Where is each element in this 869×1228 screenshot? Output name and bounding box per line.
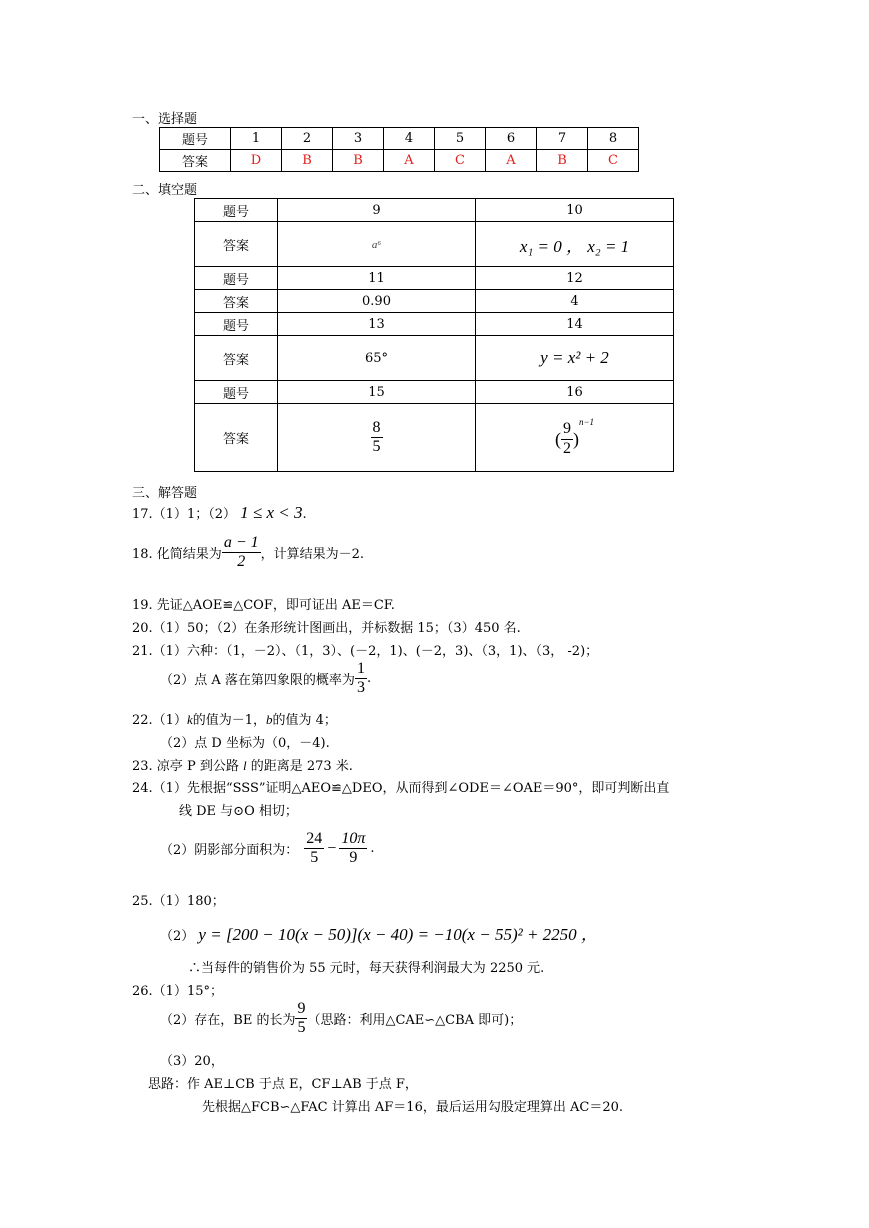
answer-cell: C — [435, 150, 486, 172]
text: （2） — [160, 929, 195, 944]
question-number: 6 — [486, 128, 537, 150]
solution-25: 25.（1）180； — [132, 894, 225, 909]
table-row — [195, 199, 674, 222]
question-number: 2 — [282, 128, 333, 150]
answer-cell: D — [231, 150, 282, 172]
answer-10 — [476, 222, 674, 267]
numerator: 9 — [561, 420, 573, 439]
solution-24: 24.（1）先根据“SSS”证明△AEO≌△DEO，从而得到∠ODE＝∠OAE＝90°，即可判断出直 — [132, 781, 670, 796]
answer-cell: A — [486, 150, 537, 172]
numerator: a − 1 — [222, 534, 261, 553]
solution-24-cont: 线 DE 与⊙O 相切； — [179, 804, 298, 819]
answer-cell: A — [384, 150, 435, 172]
answer-9-text: a⁶ — [371, 238, 382, 251]
row-header-question: 题号 — [195, 381, 278, 404]
denominator: 3 — [356, 679, 365, 697]
table-row — [195, 381, 674, 404]
row-header-answer: 答案 — [195, 336, 278, 381]
fraction — [304, 830, 324, 868]
solution-21-text: （2）点 A 落在第四象限的概率为 — [160, 673, 355, 689]
numerator: 24 — [304, 830, 324, 849]
numerator: 8 — [371, 419, 383, 438]
text: 23. 凉亭 P 到公路 — [132, 759, 239, 774]
text: 的值为－1， — [192, 713, 267, 728]
solution-21-part2 — [160, 660, 371, 698]
text: 的距离是 273 米. — [250, 759, 353, 774]
question-number: 11 — [278, 267, 476, 290]
solution-18 — [132, 534, 364, 572]
solution-19: 19. 先证△AOE≌△COF，即可证出 AE＝CF. — [132, 598, 395, 613]
denominator: 5 — [372, 438, 381, 455]
answer-9 — [278, 222, 476, 267]
table-row — [195, 222, 674, 267]
table-row — [195, 290, 674, 313]
question-number: 15 — [278, 381, 476, 404]
solution-18-text: 18. 化简结果为 — [132, 547, 222, 563]
answer-cell: B — [282, 150, 333, 172]
question-number: 9 — [278, 199, 476, 222]
fraction — [561, 420, 573, 458]
fraction — [295, 1000, 307, 1038]
denominator: 2 — [562, 439, 571, 457]
row-header-question: 题号 — [160, 128, 231, 150]
row-header-question: 题号 — [195, 199, 278, 222]
question-number: 7 — [537, 128, 588, 150]
question-number: 1 — [231, 128, 282, 150]
denominator: 5 — [310, 849, 319, 867]
text: （2）存在，BE 的长为 — [160, 1013, 296, 1029]
fraction — [339, 830, 367, 868]
question-number: 4 — [384, 128, 435, 150]
solution-26: 26.（1）15°； — [132, 984, 223, 999]
answer-14-text: y = x² + 2 — [540, 348, 609, 367]
solution-21: 21.（1）六种：（1，－2）、（1，3）、(－2，1)、(－2，3)、（3，1)、（3， -2)； — [132, 644, 599, 659]
solution-17: 17.（1）1；（2） 1 ≤ x < 3. — [132, 503, 307, 522]
question-number: 8 — [588, 128, 639, 150]
var-k: k — [186, 712, 193, 727]
solution-26-hint-cont: 先根据△FCB∽△FAC 计算出 AF＝16，最后运用勾股定理算出 AC＝20. — [202, 1100, 623, 1115]
table-row — [195, 336, 674, 381]
text: （2）阴影部分面积为： — [160, 843, 299, 859]
answer-cell: B — [333, 150, 384, 172]
fraction — [355, 660, 367, 698]
question-number: 12 — [476, 267, 674, 290]
numerator: 9 — [295, 1000, 307, 1019]
solution-17-math: 1 ≤ x < 3 — [240, 503, 303, 522]
table-row — [195, 404, 674, 472]
denominator: 5 — [297, 1019, 306, 1037]
section-heading-fill: 二、填空题 — [132, 183, 198, 198]
answer-cell: C — [588, 150, 639, 172]
table-row — [160, 150, 639, 172]
row-header-answer: 答案 — [195, 222, 278, 267]
answer-15 — [278, 404, 476, 472]
answer-cell: B — [537, 150, 588, 172]
answer-13: 65° — [278, 336, 476, 381]
table-row — [195, 313, 674, 336]
denominator: 2 — [237, 553, 246, 571]
row-header-answer: 答案 — [160, 150, 231, 172]
solution-20: 20.（1）50；（2）在条形统计图画出，并标数据 15；（3）450 名. — [132, 621, 521, 636]
solution-22-part2: （2）点 D 坐标为（0，－4). — [160, 736, 330, 751]
fraction — [371, 419, 383, 457]
text: 22.（1） — [132, 713, 187, 728]
solution-24-part2: （2）阴影部分面积为： $\frac{24}{5}$ − $\frac{10\pi}{9}$ . — [160, 830, 375, 867]
solution-22 — [132, 709, 337, 728]
row-header-question: 题号 — [195, 313, 278, 336]
exponent: n−1 — [578, 416, 595, 427]
question-number: 13 — [278, 313, 476, 336]
answer-16: ( $\frac{9}{2}$ )$^{n-1}$ — [476, 404, 674, 472]
numerator: 1 — [355, 660, 367, 679]
answer-14 — [476, 336, 674, 381]
solution-25-conclusion: ∴当每件的销售价为 55 元时，每天获得利润最大为 2250 元. — [188, 961, 545, 976]
fill-answer-table — [194, 198, 674, 472]
var-b: b — [266, 712, 273, 727]
question-number: 10 — [476, 199, 674, 222]
question-number: 14 — [476, 313, 674, 336]
section-heading-choice: 一、选择题 — [132, 112, 198, 127]
numerator: 10π — [339, 830, 367, 849]
text: 的值为 4； — [272, 713, 337, 728]
choice-answer-table — [159, 127, 639, 172]
table-row — [195, 267, 674, 290]
solution-17-text: 17.（1）1；（2） — [132, 507, 236, 522]
solution-26-part3: （3）20， — [160, 1054, 224, 1069]
solution-25-math: y = [200 − 10(x − 50)](x − 40) = −10(x − 55)² + 2250 ， — [198, 925, 598, 944]
table-row — [160, 128, 639, 150]
answer-12: 4 — [476, 290, 674, 313]
solution-26-hint: 思路：作 AE⊥CB 于点 E，CF⊥AB 于点 F， — [148, 1077, 418, 1092]
question-number: 3 — [333, 128, 384, 150]
row-header-answer: 答案 — [195, 404, 278, 472]
solution-23 — [132, 755, 353, 774]
text: （思路：利用△CAE∽△CBA 即可)； — [307, 1013, 523, 1029]
solution-18-text-b: ，计算结果为－2. — [260, 547, 365, 563]
row-header-answer: 答案 — [195, 290, 278, 313]
question-number: 5 — [435, 128, 486, 150]
solution-25-part2 — [160, 920, 598, 945]
var-l: l — [242, 758, 247, 773]
answer-10-text: x₁ = 0 ， x₂ = 1 — [519, 236, 630, 256]
question-number: 16 — [476, 381, 674, 404]
solution-26-part2 — [160, 1000, 522, 1038]
answer-11: 0.90 — [278, 290, 476, 313]
section-heading-solutions: 三、解答题 — [132, 486, 198, 501]
row-header-question: 题号 — [195, 267, 278, 290]
period: . — [366, 671, 372, 687]
fraction — [222, 534, 261, 572]
denominator: 9 — [349, 849, 358, 867]
